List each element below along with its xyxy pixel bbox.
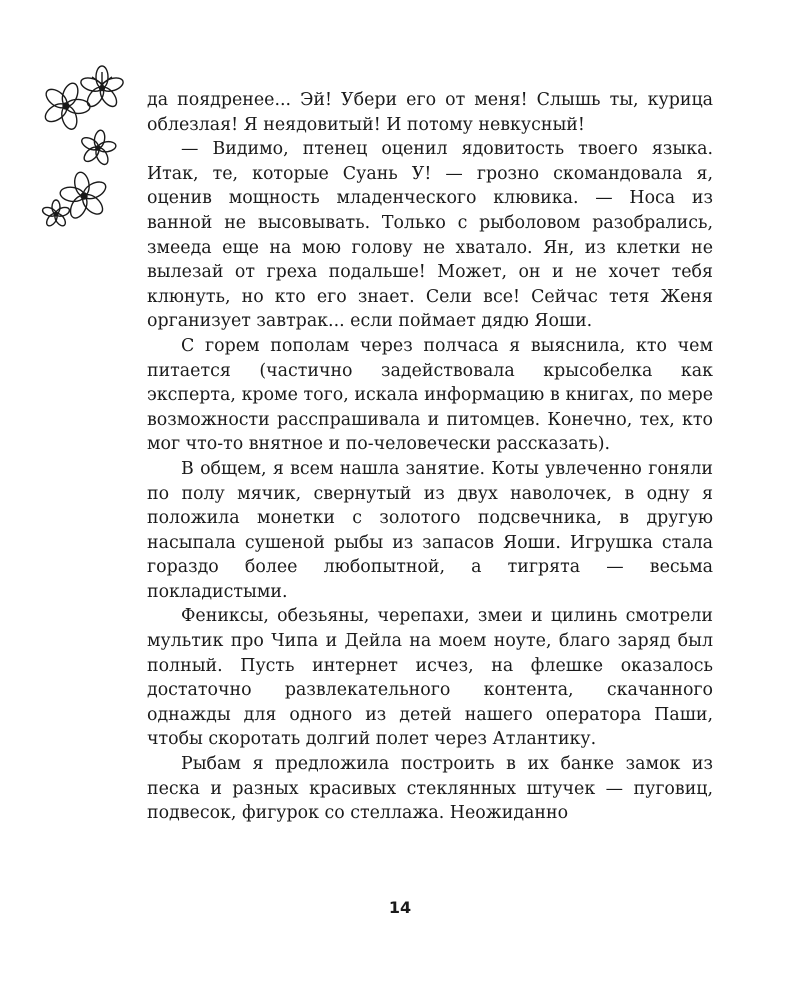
paragraph: С горем пополам через полчаса я выяснила, кто чем питается (частично задействовала крысобелка как эксперта, кроме того, искала информацию в книгах, по мере возможности расспрашивала и питомцев. Конечно, тех, кто мог что-то внятное и по-человечески рассказать). [147, 335, 713, 455]
paragraph: Рыбам я предложила построить в их банке замок из песка и разных красивых стеклянных штучек — пуговиц, подвесок, фигурок со стеллажа. Неожиданно [147, 754, 713, 824]
paragraph: — Видимо, птенец оценил ядовитость твоего языка. Итак, те, которые Суань У! — грозно скомандовала я, оценив мощность младенческого клювика. — Носа из ванной не высовывать. Только с рыболовом разобрались, змееда еще на мою голову не хватало. Ян, из клетки не вылезай от греха подальше! Может, он и не хочет тебя клюнуть, но кто его знает. Сели все! Сейчас тетя Женя организует завтрак... если поймает дядю Яоши. [147, 139, 713, 332]
body-text [147, 88, 713, 826]
paragraph: да поядренее... Эй! Убери его от меня! Слышь ты, курица облезлая! Я неядовитый! И потому невкусный! [147, 90, 713, 135]
page-number: 14 [388, 898, 412, 917]
flower-ornament-icon [40, 62, 150, 232]
paragraph: В общем, я всем нашла занятие. Коты увлеченно гоняли по полу мячик, свернутый из двух наволочек, в одну я положила монетки с золотого подсвечника, в другую насыпала сушеной рыбы из запасов Яоши. Игрушка стала гораздо более любопытной, а тигрята — весьма покладистыми. [147, 458, 713, 602]
paragraph: Фениксы, обезьяны, черепахи, змеи и цилинь смотрели мультик про Чипа и Дейла на моем ноуте, благо заряд был полный. Пусть интернет исчез, на флешке оказалось достаточно развлекательного контента, скачанного однажды для одного из детей нашего оператора Паши, чтобы скоротать долгий полет через Атлантику. [147, 606, 713, 750]
